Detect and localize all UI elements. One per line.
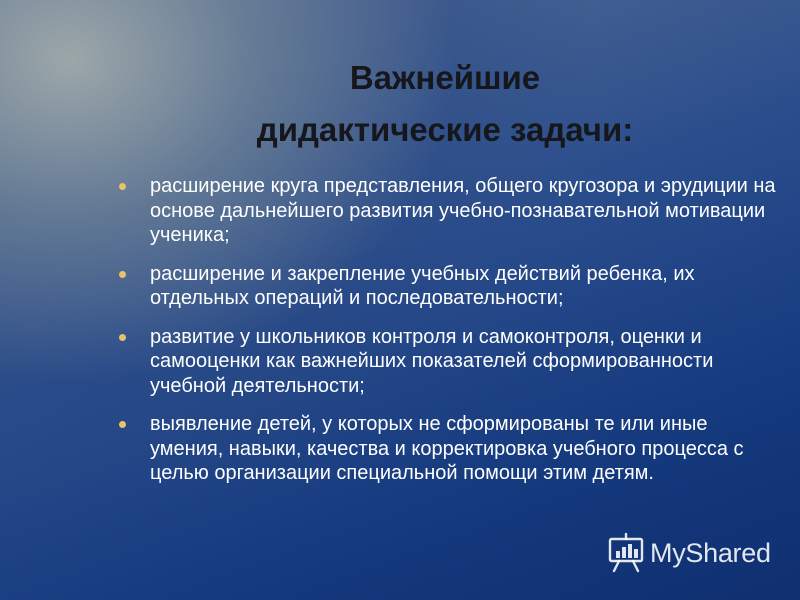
bullet-item — [118, 174, 778, 248]
bullet-dot-icon — [119, 334, 126, 341]
slide-title — [150, 52, 740, 156]
watermark-text: MyShared — [650, 537, 771, 568]
bullet-item — [118, 412, 778, 486]
bullet-dot-icon — [119, 271, 126, 278]
title-line-1: Важнейшие — [349, 59, 541, 96]
myshared-watermark[interactable] — [606, 532, 771, 574]
bullet-item — [118, 325, 778, 399]
bullet-dot-icon — [119, 183, 126, 190]
bullet-list — [118, 174, 778, 500]
bullet-text: выявление детей, у которых не сформированы те или иные умения, навыки, качества и корректировка учебного процесса с целью организации специальной помощи этим детям. — [150, 413, 744, 484]
bullet-text: расширение круга представления, общего кругозора и эрудиции на основе дальнейшего развития учебно-познавательной мотивации ученика; — [150, 175, 776, 246]
bullet-text: развитие у школьников контроля и самоконтроля, оценки и самооценки как важнейших показателей сформированности учебной деятельности; — [150, 325, 714, 397]
bullet-text: расширение и закрепление учебных действий ребенка, их отдельных операций и последовательности; — [150, 262, 695, 309]
title-line-2: дидактические задачи: — [256, 111, 634, 148]
bullet-dot-icon — [119, 421, 126, 428]
presentation-board-icon — [606, 532, 646, 574]
bullet-item — [118, 262, 778, 311]
